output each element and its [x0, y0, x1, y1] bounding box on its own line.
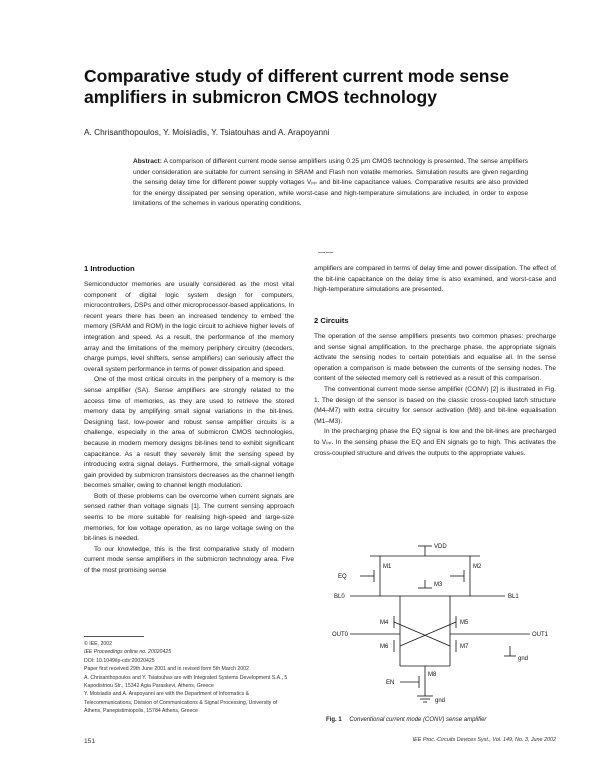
intro-paragraph: Semiconductor memories are usually considered as the most vital component of digital logic system design for computers, microcontrollers, DSPs and other microprocessor-based applications. In recent years there has been an increased tendency to embed the memory (SRAM and ROM) in the logic circuit to achieve higher levels of integration and speed. As a result, the performance of the memory array and the limitations of the memory periphery circuitry (decoders, charge pumps, level shifters, sense amplifiers) can seriously affect the overall system performance in terms of power dissipation and speed.: [84, 281, 294, 373]
author-list: A. Chrisanthopoulos, Y. Moisiadis, Y. Tsiatouhas and A. Arapoyanni: [84, 127, 330, 137]
label-m4: M4: [380, 620, 389, 626]
intro-continued: amplifiers are compared in terms of delay time and power dissipation. The effect of the bit-line capacitance on the delay time is also examined, and worst-case and high-temperature simulations are presented.: [314, 265, 556, 294]
intro-paragraph: Both of these problems can be overcome when current signals are sensed rather than voltage signals [1]. The current sensing approach seems to be more suitable for realising high-speed and large-size memories, for low voltage operation, as no large voltage swing on the bit-lines is needed.: [84, 492, 294, 543]
label-m2: M2: [473, 564, 482, 570]
circuits-paragraph: The conventional current mode sense amplifier (CONV) [2] is illustrated in Fig. 1. The design of the sensor is based on the classic cross-coupled latch structure (M4–M7) with extra circuitry for sensor activation (M8) and bit-line equalisation (M1–M3).: [314, 385, 556, 425]
label-bl0: BL0: [334, 594, 345, 600]
circuits-paragraph: In the precharging phase the EQ signal is low and the bit-lines are precharged to Vₚₚ. In the sensing phase the EQ and EN signals go to high. This activates the cross-coupled structure and drives the outputs to the appropriate values.: [314, 428, 556, 457]
heading-circuits: 2 Circuits: [314, 316, 349, 325]
intro-paragraph: One of the most critical circuits in the periphery of a memory is the sense amplifier (SA). Sense amplifiers are strongly related to the access time of memories, as they are used to retrieve the stored memory data by amplifying small signal variations in the bit-lines. Designing fast, low-power and robust sense amplifier circuits is a challenge, especially in the area of submicron CMOS technologies, because in modern memory designs bit-lines tend to exhibit significant capacitance. As a result they severely limit the sensing speed by introducing extra signal delays. Furthermore, the small-signal voltage gain provided by submicron transistors decreases as the channel length becomes smaller, owing to channel length modulation.: [84, 376, 294, 490]
right-column-top: [314, 264, 556, 296]
label-m8: M8: [428, 672, 437, 678]
footnote-line: Y. Moisiadis and A. Arapoyanni are with the Department of Informatics & Telecommunications, Division of Communications & Signal Processing, University of Athens, Panepistimiopolis, 15784 Athens, Greece: [84, 691, 278, 715]
footnote-line: Paper first received 29th June 2001 and in revised form 5th March 2002: [84, 666, 249, 673]
paper-title: Comparative study of different current mode sense amplifiers in submicron CMOS technology: [84, 66, 509, 107]
intro-paragraph: To our knowledge, this is the first comparative study of modern current mode sense amplifiers in the submicron technology area. Five of the most promising sense: [84, 545, 294, 575]
page-number: 151: [84, 738, 96, 745]
label-m6: M6: [380, 644, 389, 650]
journal-reference: IEE Proc.-Circuits Devices Syst., Vol. 149, No. 3, June 2002: [412, 737, 556, 743]
figure-number: Fig. 1: [326, 717, 342, 723]
label-m7: M7: [460, 644, 469, 650]
label-m3: M3: [434, 582, 443, 588]
label-out0: OUT0: [332, 632, 349, 638]
label-m1: M1: [383, 564, 392, 570]
footnote-line: DOI: 10.1049/ip-cds:20020425: [84, 657, 155, 664]
label-out1: OUT1: [532, 632, 549, 638]
label-gnd: gnd: [518, 656, 529, 662]
right-column-circuits: [314, 332, 556, 459]
label-eq: EQ: [338, 574, 347, 580]
section-separator: ——: [318, 249, 334, 256]
footnote-block: [84, 636, 294, 716]
heading-introduction: 1 Introduction: [84, 264, 135, 273]
label-en: EN: [386, 680, 395, 686]
footnote-line: IEE Proceedings online no. 20020425: [84, 649, 172, 656]
figure-caption-text: Conventional current mode (CONV) sense amplifier: [349, 717, 487, 723]
circuit-schematic: [330, 536, 556, 714]
label-m5: M5: [460, 620, 469, 626]
footnote-line: A. Chrisanthopoulos and Y. Tsiatouhas are with Integrated Systems Development S.A., 5 Kapodistriou Str., 15342 Agia Paraskevi, Athens, Greece: [84, 674, 288, 690]
label-bl1: BL1: [508, 594, 519, 600]
figure-caption: [326, 717, 556, 723]
footnote-line: © IEE, 2002: [84, 641, 113, 647]
abstract: [133, 157, 528, 210]
label-gnd: gnd: [435, 698, 446, 704]
abstract-text: A comparison of different current mode sense amplifiers using 0.25 µm CMOS technology is presented. The sense amplifiers under consideration are suitable for current sensing in SRAM and Flash non volatile memories. Simulation results are given regarding the sensing delay time for different power supply voltages Vₚₚ and bit-line capacitance values. Comparative results are also provided for the energy dissipated per sensing operation, while worst-case and high-temperature simulations are included, in order to expose limitations of the schemes in various operating conditions.: [133, 158, 529, 208]
left-column: [84, 280, 294, 577]
footnote-rule: [84, 636, 144, 637]
circuits-paragraph: The operation of the sense amplifiers presents two common phases: precharge and sense signal amplification. In the precharge phase, the appropriate signals activate the sensing nodes to certain potentials and equalise all. In the sense operation a comparison is made between the currents of the sensing nodes. The content of the selected memory cell is retrieved as a result of this comparison.: [314, 333, 556, 383]
abstract-label: Abstract:: [133, 158, 162, 165]
label-vdd: VDD: [434, 544, 447, 550]
